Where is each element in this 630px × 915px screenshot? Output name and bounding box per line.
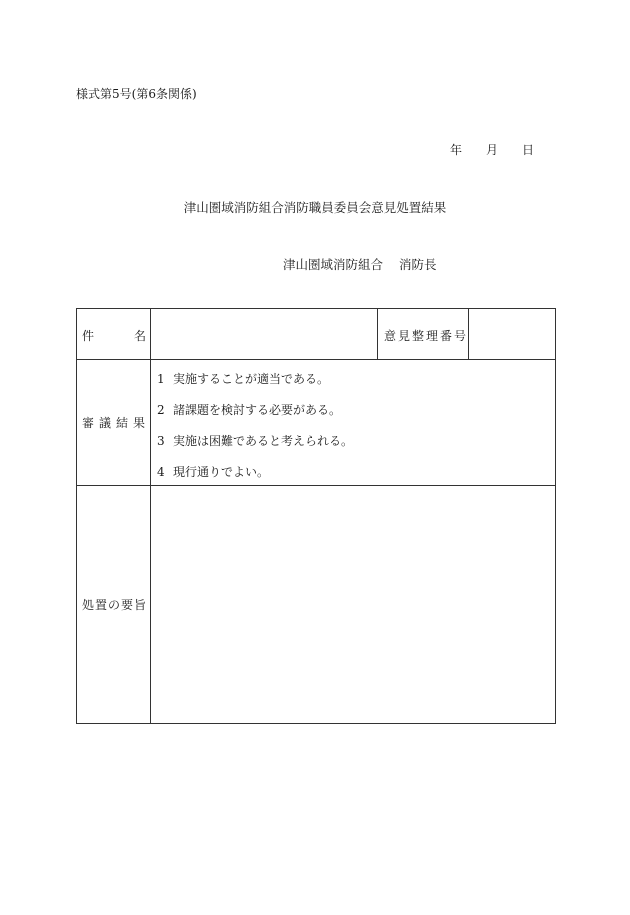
year-label: 年 <box>450 143 463 157</box>
month-label: 月 <box>486 143 499 157</box>
table-row-divider <box>76 359 556 360</box>
action-summary-field[interactable] <box>151 486 555 723</box>
review-result-item[interactable]: 3 実施は困難であると考えられる。 <box>157 434 354 448</box>
table-col-divider <box>377 308 378 360</box>
action-summary-label: 処置の要旨 <box>82 598 148 612</box>
issuer-organization: 津山圏域消防組合 <box>283 257 384 272</box>
document-title: 津山圏域消防組合消防職員委員会意見処置結果 <box>183 200 447 215</box>
opinion-number-value-field[interactable] <box>469 309 555 359</box>
issuer-position: 消防長 <box>399 257 437 272</box>
form-number: 様式第5号(第6条関係) <box>76 87 197 101</box>
subject-label: 件 名 <box>82 329 147 343</box>
table-border-bottom <box>76 723 556 724</box>
subject-value-field[interactable] <box>151 309 377 359</box>
table-border-right <box>555 308 556 724</box>
date-line <box>450 141 534 158</box>
table-border-left <box>76 308 77 724</box>
issuer <box>283 255 437 273</box>
review-result-item[interactable]: 4 現行通りでよい。 <box>157 465 270 479</box>
review-result-item[interactable]: 2 諸課題を検討する必要がある。 <box>157 403 342 417</box>
review-result-label: 審議結果 <box>82 416 151 430</box>
review-result-item[interactable]: 1 実施することが適当である。 <box>157 372 330 386</box>
day-label: 日 <box>522 143 535 157</box>
opinion-number-label: 意見整理番号 <box>384 329 469 343</box>
